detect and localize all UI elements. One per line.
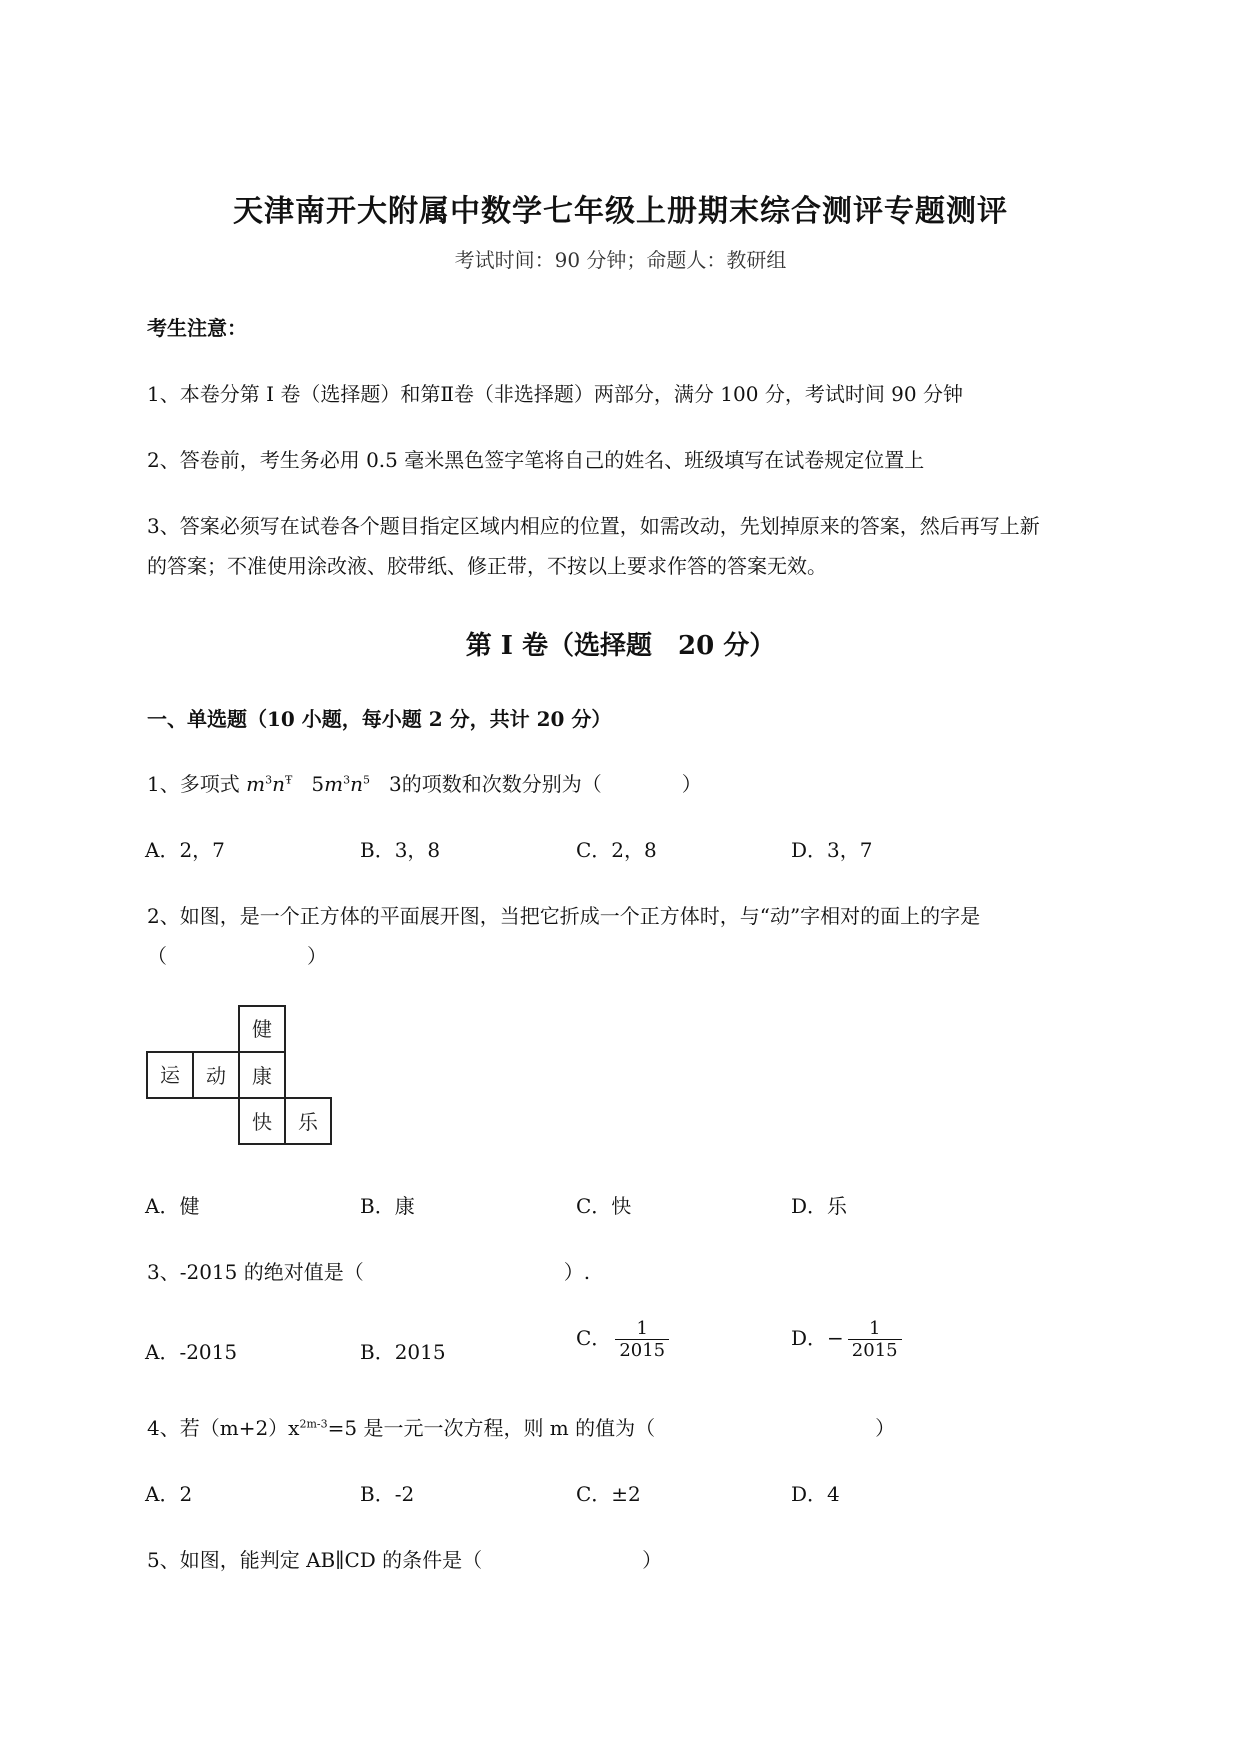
q4-option-b[interactable]: B．-2 <box>360 1482 415 1506</box>
q1-term2-exp2: 5 <box>362 773 370 787</box>
notice-heading: 考生注意： <box>147 316 247 340</box>
notice-item-2: 2、答卷前，考生务必用 0.5 毫米黑色签字笔将自己的姓名、班级填写在试卷规定位置上 <box>147 448 925 472</box>
fraction-denominator: 2015 <box>615 1339 669 1361</box>
q4-option-c[interactable]: C．±2 <box>576 1482 641 1506</box>
net-label-kang: 康 <box>252 1064 272 1088</box>
q1-term3: 3 <box>389 772 402 796</box>
q4-option-d[interactable]: D．4 <box>791 1482 840 1506</box>
exam-meta: 考试时间：90 分钟；命题人：教研组 <box>454 248 787 272</box>
q4-stem-after: =5 是一元一次方程，则 m 的值为（ ） <box>327 1416 896 1440</box>
q1-term2-var2: n <box>350 772 363 796</box>
net-label-jian: 健 <box>252 1017 272 1041</box>
fraction-denominator: 2015 <box>848 1339 902 1361</box>
q1-term1-exp2: Ŧ <box>284 773 293 787</box>
q1-prefix: 1、多项式 <box>147 772 240 796</box>
q3-option-a[interactable]: A．-2015 <box>145 1340 238 1364</box>
net-label-kuai: 快 <box>252 1110 272 1134</box>
question-4-stem <box>147 1412 895 1441</box>
q3-option-c-fraction <box>615 1318 669 1361</box>
q3-option-d-fraction <box>848 1318 902 1361</box>
q1-option-b[interactable]: B．3，8 <box>360 838 441 862</box>
section-title: 第 I 卷（选择题 20 分） <box>465 631 776 661</box>
q1-term1-var2: n <box>272 772 285 796</box>
question-1-stem <box>147 768 702 797</box>
part-heading: 一、单选题（10 小题，每小题 2 分，共计 20 分） <box>147 707 612 731</box>
cube-net-figure <box>145 1005 337 1150</box>
q1-term2-coef: 5 <box>311 772 325 796</box>
q3-option-c[interactable] <box>576 1318 669 1361</box>
notice-item-1: 1、本卷分第 I 卷（选择题）和第Ⅱ卷（非选择题）两部分，满分 100 分，考试时间 90 分钟 <box>147 382 963 406</box>
net-label-le: 乐 <box>298 1110 318 1134</box>
q1-option-c[interactable]: C．2，8 <box>576 838 657 862</box>
q3-option-d-label: D．− <box>791 1326 844 1350</box>
q2-option-b[interactable]: B．康 <box>360 1194 415 1218</box>
q3-option-d[interactable] <box>791 1318 902 1361</box>
q1-suffix: 的项数和次数分别为（ ） <box>401 772 702 796</box>
question-5-stem: 5、如图，能判定 AB∥CD 的条件是（ ） <box>147 1548 663 1572</box>
notice-item-3: 3、答案必须写在试卷各个题目指定区域内相应的位置，如需改动，先划掉原来的答案，然后再写上新 <box>147 514 1040 538</box>
fraction-numerator: 1 <box>868 1318 881 1339</box>
notice-item-3-continued: 的答案；不准使用涂改液、胶带纸、修正带，不按以上要求作答的答案无效。 <box>147 554 827 578</box>
q3-option-c-label: C． <box>576 1326 612 1350</box>
q4-exponent: 2m-3 <box>299 1417 328 1431</box>
q1-term2-exp1: 3 <box>343 773 351 787</box>
question-3-stem: 3、-2015 的绝对值是（ ）. <box>147 1260 591 1284</box>
q2-option-c[interactable]: C．快 <box>576 1194 632 1218</box>
q1-option-d[interactable]: D．3，7 <box>791 838 873 862</box>
q1-term1-var: m <box>246 772 266 796</box>
q3-option-b[interactable]: B．2015 <box>360 1340 446 1364</box>
net-label-yun: 运 <box>160 1063 180 1087</box>
page-title: 天津南开大附属中数学七年级上册期末综合测评专题测评 <box>233 194 1008 229</box>
net-label-dong: 动 <box>206 1064 226 1088</box>
q1-option-a[interactable]: A．2，7 <box>145 838 225 862</box>
question-2-stem: 2、如图，是一个正方体的平面展开图，当把它折成一个正方体时，与“动”字相对的面上的字是 <box>147 904 981 928</box>
q4-option-a[interactable]: A．2 <box>145 1482 193 1506</box>
q1-term2-var: m <box>324 772 344 796</box>
q2-option-d[interactable]: D．乐 <box>791 1194 848 1218</box>
q2-option-a[interactable]: A．健 <box>145 1194 200 1218</box>
question-2-blank: （ ） <box>147 944 327 968</box>
q1-term1-exp1: 3 <box>265 773 273 787</box>
fraction-numerator: 1 <box>636 1318 648 1339</box>
q4-stem-before: 4、若（m+2）x <box>147 1416 300 1440</box>
